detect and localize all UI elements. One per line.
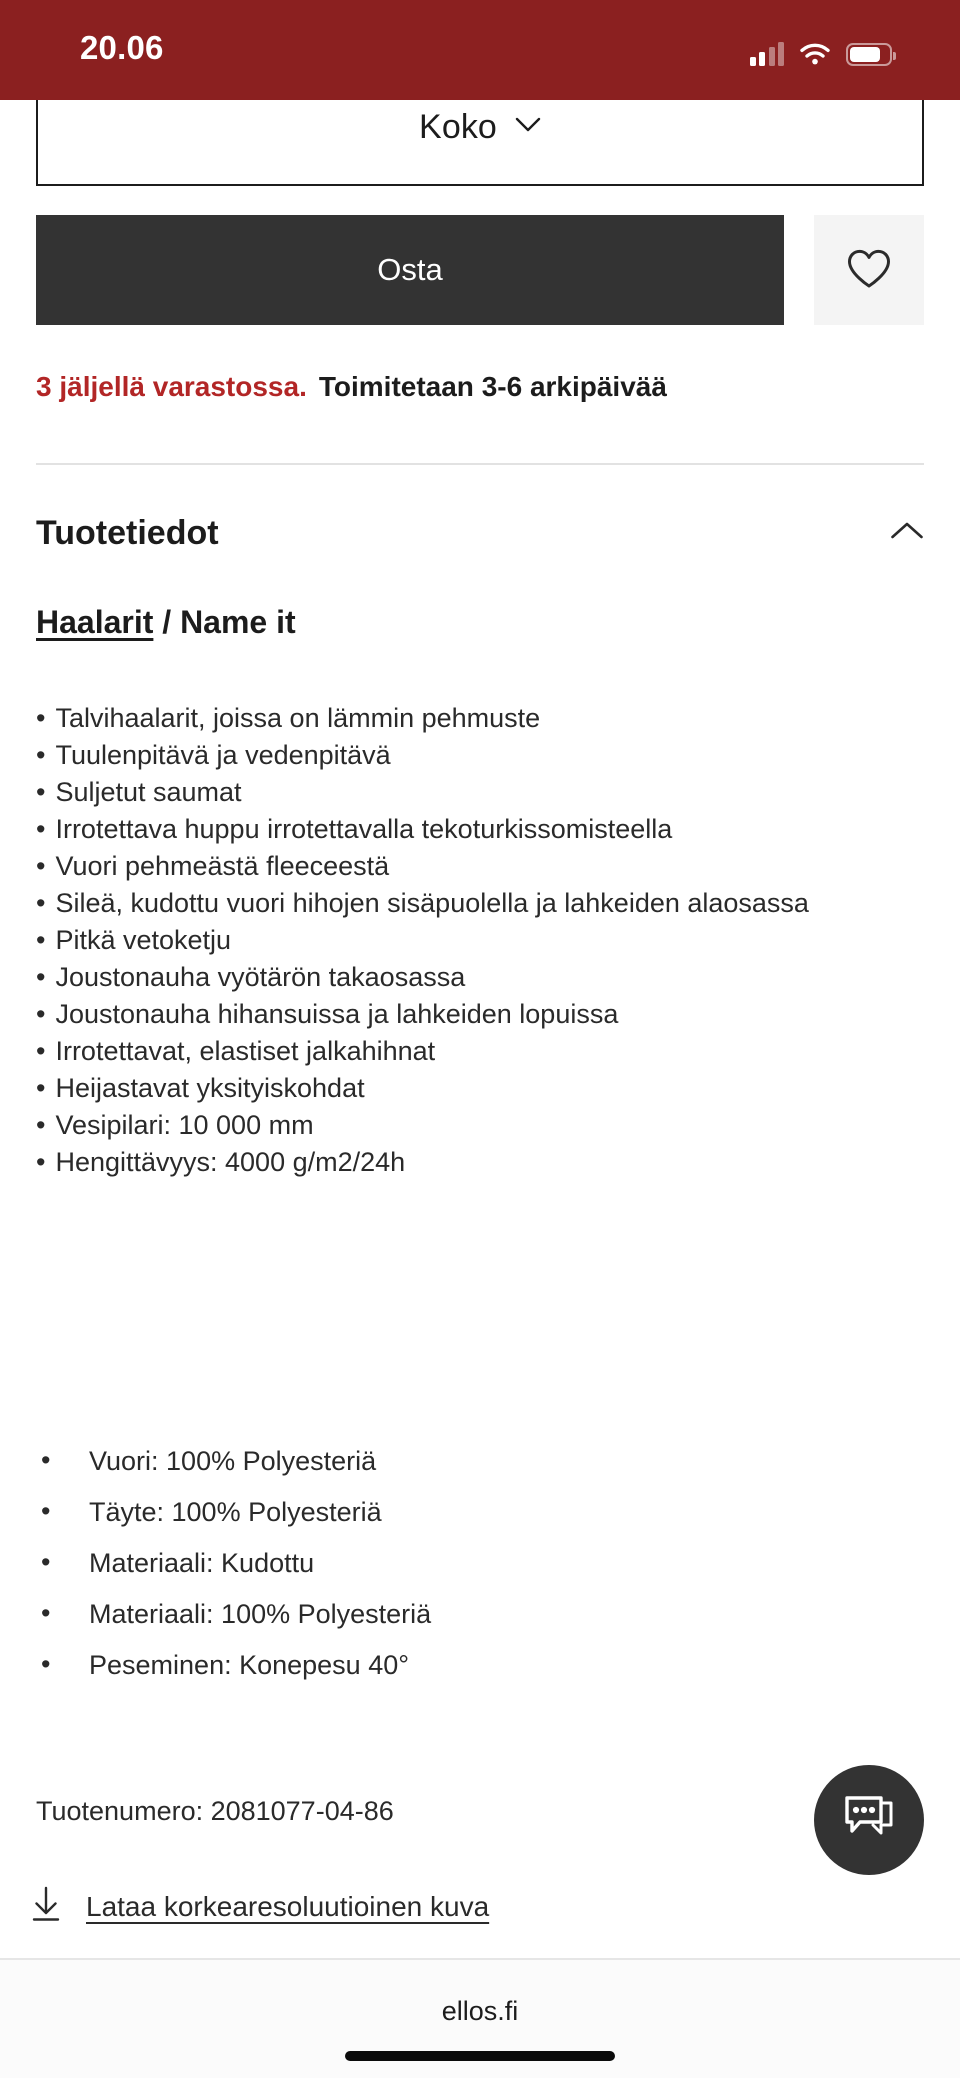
bullet-icon: • [36,703,46,733]
category-brand-line [36,604,296,641]
brand-name: Name it [180,604,296,640]
chevron-down-icon [515,117,541,138]
feature-list-item-label: Hengittävyys: 4000 g/m2/24h [55,1147,406,1177]
feature-list-item-label: Heijastavat yksityiskohdat [55,1073,365,1103]
bullet-icon: • [36,999,46,1029]
material-list-item: • Täyte: 100% Polyesteriä [36,1495,916,1529]
feature-list-item-label: Tuulenpitävä ja vedenpitävä [55,740,391,770]
feature-list-item [36,1144,916,1181]
delivery-info: Toimitetaan 3-6 arkipäivää [318,371,667,402]
feature-list-item [36,996,916,1033]
bullet-icon: • [36,888,46,918]
ios-status-bar [0,0,960,100]
download-arrow-icon [29,1885,63,1928]
bullet-icon: • [36,1110,46,1140]
feature-list-item-label: Pitkä vetoketju [55,925,232,955]
feature-list-item-label: Joustonauha hihansuissa ja lahkeiden lopuissa [55,999,619,1029]
feature-list-item-label: Vuori pehmeästä fleeceestä [55,851,390,881]
product-details-title: Tuotetiedot [36,513,219,552]
brand-separator: / [153,604,181,640]
bullet-icon: • [36,962,46,992]
feature-list-item [36,1033,916,1070]
feature-list-item-label: Sileä, kudottu vuori hihojen sisäpuolella ja lahkeiden alaosassa [55,888,809,918]
bullet-icon: • [36,851,46,881]
wifi-icon [799,42,831,66]
bullet-icon: • [36,1073,46,1103]
bullet-icon: • [36,1147,46,1177]
feature-list-item-label: Irrotettava huppu irrotettavalla tekoturkissomisteella [55,814,673,844]
chevron-up-icon[interactable] [890,521,924,546]
feature-list-item-label: Vesipilari: 10 000 mm [55,1110,314,1140]
product-details-header[interactable] [36,505,924,561]
feature-list-item-label: Irrotettavat, elastiset jalkahihnat [55,1036,436,1066]
feature-list-item [36,1070,916,1107]
feature-list-item-label: Suljetut saumat [55,777,242,807]
product-number: Tuotenumero: 2081077-04-86 [36,1796,394,1826]
section-divider [36,463,924,465]
material-list-item: • Materiaali: Kudottu [36,1546,916,1580]
feature-list-item [36,811,916,848]
bullet-icon: • [36,777,46,807]
size-select-label: Koko [419,107,497,146]
status-bar-icons [750,36,893,66]
feature-list-item [36,774,916,811]
bullet-icon: • [36,814,46,844]
chat-support-button[interactable] [814,1765,924,1875]
stock-status: 3 jäljellä varastossa. [36,371,307,402]
status-bar-clock: 20.06 [80,29,164,66]
feature-list-item [36,922,916,959]
feature-list-item [36,700,916,737]
material-list [36,1444,916,1699]
feature-list-item [36,848,916,885]
category-link[interactable]: Haalarit [36,604,154,640]
feature-list-item [36,959,916,996]
bullet-icon: • [36,740,46,770]
bullet-icon: • [36,925,46,955]
browser-bottom-bar [0,1958,960,2078]
bullet-icon: • [36,1036,46,1066]
feature-list-item-label: Talvihaalarit, joissa on lämmin pehmuste [55,703,541,733]
browser-domain-label[interactable]: ellos.fi [441,1996,519,2026]
purchase-row [36,215,924,325]
download-image-label: Lataa korkearesoluutioinen kuva [86,1890,490,1922]
feature-list [36,700,916,1181]
stock-and-delivery [36,369,667,405]
feature-list-item [36,885,916,922]
buy-button[interactable]: Osta [36,215,784,325]
favorite-button[interactable] [814,215,924,325]
feature-list-item [36,1107,916,1144]
material-list-item: • Materiaali: 100% Polyesteriä [36,1597,916,1631]
heart-icon [846,248,892,293]
chat-bubble-icon [841,1792,897,1849]
home-indicator[interactable] [345,2051,615,2061]
cellular-signal-icon [750,42,785,66]
download-image-link[interactable] [29,1885,489,1928]
battery-icon [846,43,892,66]
feature-list-item [36,737,916,774]
material-list-item: • Vuori: 100% Polyesteriä [36,1444,916,1478]
material-list-item: • Peseminen: Konepesu 40° [36,1648,916,1682]
feature-list-item-label: Joustonauha vyötärön takaosassa [55,962,466,992]
